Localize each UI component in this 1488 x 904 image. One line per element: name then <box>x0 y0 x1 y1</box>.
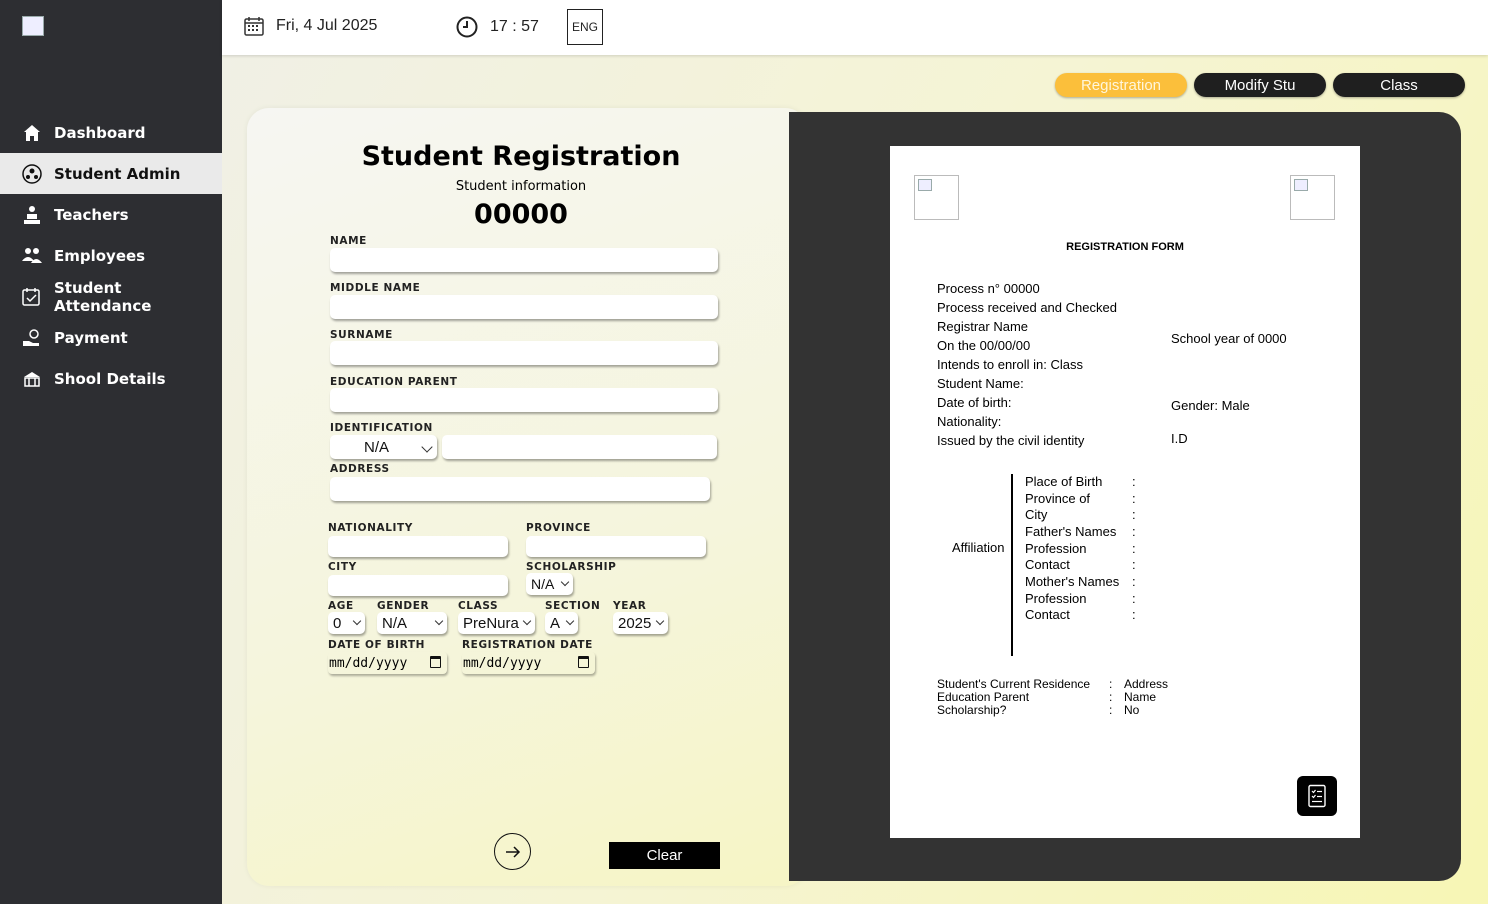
province-input[interactable] <box>526 536 706 557</box>
section-select[interactable] <box>545 612 578 634</box>
sidebar-item-label: Dashboard <box>54 123 146 142</box>
age-label: AGE <box>328 600 354 612</box>
scholarship-select[interactable] <box>526 573 573 595</box>
sidebar-item-label: Student Admin <box>54 164 181 183</box>
section-value: A <box>550 614 561 632</box>
registration-number: 00000 <box>474 199 568 230</box>
affiliation-divider <box>1011 474 1013 656</box>
identification-type-select[interactable] <box>330 435 437 459</box>
sidebar-item-label: Teachers <box>54 205 129 224</box>
affiliation-row: Province of <box>1025 491 1091 506</box>
footer-colon: : <box>1109 677 1113 691</box>
nationality-label: NATIONALITY <box>328 522 413 534</box>
school-icon <box>22 369 42 389</box>
form-title: Student Registration <box>361 141 681 172</box>
registration-form-document <box>890 146 1360 838</box>
chevron-down-icon <box>353 617 361 625</box>
gender-select[interactable] <box>377 612 447 634</box>
calendar-icon[interactable] <box>430 656 441 668</box>
affiliation-colon: : <box>1132 524 1136 539</box>
scholarship-value: N/A <box>531 576 555 592</box>
middle-name-input[interactable] <box>330 295 718 319</box>
tab-registration[interactable]: Registration <box>1055 73 1187 97</box>
employees-icon <box>22 246 42 266</box>
city-label: CITY <box>328 561 357 573</box>
year-value: 2025 <box>618 614 652 632</box>
time-display <box>456 16 539 38</box>
affiliation-row: Place of Birth <box>1025 474 1103 489</box>
sidebar-item-student-admin[interactable] <box>0 153 222 194</box>
left-logo-image <box>914 175 959 220</box>
registrar-name: Registrar Name <box>937 319 1029 334</box>
affiliation-row: City <box>1025 507 1048 522</box>
calendar-icon <box>244 16 264 36</box>
class-select[interactable] <box>458 612 535 634</box>
date-text: Fri, 4 Jul 2025 <box>276 17 378 34</box>
education-parent-label: Education Parent <box>937 690 1030 704</box>
registration-date-label: REGISTRATION DATE <box>462 639 593 651</box>
clock-icon <box>456 16 478 38</box>
footer-colon: : <box>1109 690 1113 704</box>
sidebar-item-label: Payment <box>54 328 128 347</box>
gender-value: N/A <box>382 614 408 632</box>
document-list-icon <box>1307 784 1327 808</box>
on-the-date: On the 00/00/00 <box>937 338 1031 353</box>
sidebar-item-label: Employees <box>54 246 146 265</box>
affiliation-colon: : <box>1132 557 1136 572</box>
affiliation-row: Contact <box>1025 607 1070 622</box>
affiliation-colon: : <box>1132 591 1136 606</box>
city-input[interactable] <box>328 575 508 596</box>
residence-value: Address <box>1124 677 1169 691</box>
intends-to-enroll: Intends to enroll in: Class <box>937 357 1083 372</box>
sidebar-nav <box>0 112 222 399</box>
nationality-input[interactable] <box>328 536 508 557</box>
surname-label: SURNAME <box>330 329 393 341</box>
topbar <box>222 0 1488 55</box>
education-parent-label: EDUCATION PARENT <box>330 376 458 388</box>
section-label: SECTION <box>545 600 601 612</box>
sidebar-item-dashboard[interactable] <box>0 112 222 153</box>
registration-form-panel <box>247 108 807 886</box>
affiliation-colon: : <box>1132 491 1136 506</box>
logo-image <box>22 16 44 36</box>
residence-label: Student's Current Residence <box>937 677 1091 691</box>
affiliation-row: Contact <box>1025 557 1070 572</box>
year-select[interactable] <box>613 612 668 634</box>
address-input[interactable] <box>330 477 710 501</box>
affiliation-colon: : <box>1132 607 1136 622</box>
chevron-down-icon <box>656 617 664 625</box>
date-of-birth-label: DATE OF BIRTH <box>328 639 426 651</box>
date-of-birth-value: mm/dd/yyyy <box>329 655 408 671</box>
scholarship-label: Scholarship? <box>937 703 1007 717</box>
class-value: PreNura <box>463 614 519 632</box>
education-parent-value: Name <box>1124 690 1157 704</box>
preview-panel <box>789 112 1461 881</box>
date-of-birth-input[interactable] <box>328 652 447 674</box>
class-label: CLASS <box>458 600 499 612</box>
issued-by: Issued by the civil identity <box>937 433 1085 448</box>
teacher-icon <box>22 205 42 225</box>
clear-button[interactable]: Clear <box>609 842 720 869</box>
arrow-right-icon <box>504 845 522 859</box>
registration-date-value: mm/dd/yyyy <box>463 655 542 671</box>
form-subtitle: Student information <box>455 179 587 194</box>
date-display <box>244 16 377 36</box>
calendar-icon[interactable] <box>578 656 589 668</box>
chevron-down-icon <box>421 441 432 452</box>
next-button[interactable] <box>494 833 531 870</box>
chevron-down-icon <box>523 617 531 625</box>
attendance-icon <box>22 287 42 307</box>
middle-name-label: MIDDLE NAME <box>330 282 421 294</box>
id-type: I.D <box>1171 431 1188 446</box>
chevron-down-icon <box>566 617 574 625</box>
name-input[interactable] <box>330 248 718 272</box>
footer-colon: : <box>1109 703 1113 717</box>
affiliation-colon: : <box>1132 574 1136 589</box>
school-year: School year of 0000 <box>1171 331 1287 346</box>
sidebar <box>0 0 222 904</box>
sidebar-item-student-attendance[interactable] <box>0 276 222 317</box>
document-title: REGISTRATION FORM <box>1066 241 1184 253</box>
affiliation-label: Affiliation <box>952 540 1005 555</box>
tab-class[interactable]: Class <box>1333 73 1465 97</box>
affiliation-colon: : <box>1132 541 1136 556</box>
identification-type-value: N/A <box>364 438 390 456</box>
date-of-birth: Date of birth: <box>937 395 1012 410</box>
nationality: Nationality: <box>937 414 1002 429</box>
identification-label: IDENTIFICATION <box>330 422 433 434</box>
education-parent-input[interactable] <box>330 388 718 412</box>
province-label: PROVINCE <box>526 522 591 534</box>
age-value: 0 <box>333 614 342 632</box>
surname-input[interactable] <box>330 341 718 365</box>
view-tabs <box>1055 73 1465 97</box>
identification-number-input[interactable] <box>442 435 717 459</box>
age-select[interactable] <box>328 612 365 634</box>
gender-label: GENDER <box>377 600 430 612</box>
affiliation-colon: : <box>1132 474 1136 489</box>
payment-icon <box>22 328 42 348</box>
affiliation-row: Profession <box>1025 541 1087 556</box>
affiliation-row: Mother's Names <box>1025 574 1120 589</box>
sidebar-item-label: Shool Details <box>54 369 166 388</box>
scholarship-label: SCHOLARSHIP <box>526 561 617 573</box>
student-admin-icon <box>22 164 42 184</box>
name-label: NAME <box>330 235 367 247</box>
sidebar-item-school-details[interactable] <box>0 358 222 399</box>
affiliation-row: Father's Names <box>1025 524 1117 539</box>
home-icon <box>22 123 42 143</box>
student-name: Student Name: <box>937 376 1024 391</box>
sidebar-item-payment[interactable] <box>0 317 222 358</box>
tab-modify-student[interactable]: Modify Stu <box>1194 73 1326 97</box>
gender: Gender: Male <box>1171 398 1250 413</box>
language-button[interactable]: ENG <box>567 9 603 45</box>
scholarship-value: No <box>1124 703 1140 717</box>
print-document-button[interactable] <box>1297 776 1337 816</box>
process-number: Process n° 00000 <box>937 281 1040 296</box>
sidebar-item-teachers[interactable] <box>0 194 222 235</box>
process-received: Process received and Checked <box>937 300 1117 315</box>
affiliation-row: Profession <box>1025 591 1087 606</box>
sidebar-item-employees[interactable] <box>0 235 222 276</box>
chevron-down-icon <box>561 578 569 586</box>
time-text: 17 : 57 <box>490 18 539 35</box>
year-label: YEAR <box>613 600 647 612</box>
registration-date-input[interactable] <box>462 652 595 674</box>
right-logo-image <box>1290 175 1335 220</box>
sidebar-item-label: Student Attendance <box>54 278 152 315</box>
affiliation-colon: : <box>1132 507 1136 522</box>
chevron-down-icon <box>435 617 443 625</box>
address-label: ADDRESS <box>330 463 390 475</box>
